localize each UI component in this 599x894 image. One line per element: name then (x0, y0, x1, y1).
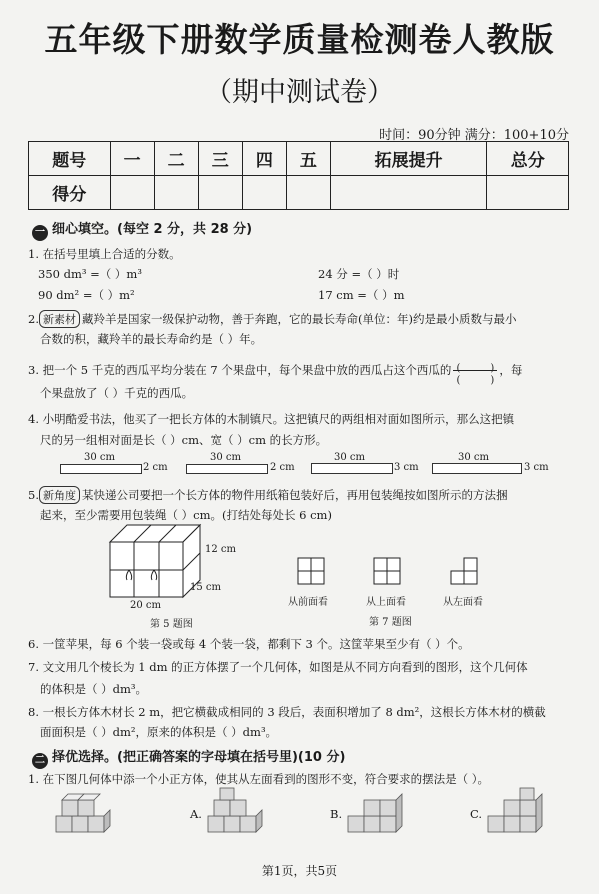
option-b-figure[interactable] (344, 792, 408, 836)
ruler-width-label: 2 cm (270, 462, 295, 473)
question-line: 藏羚羊是国家一级保护动物，善于奔跑，它的最长寿命(单位：年)约是最小质数与最小 (81, 312, 517, 326)
question-text: 7. 文文用几个棱长为 1 dm 的正方体摆了一个几何体，如图是从不同方向看到的图形，这个几何体 (28, 660, 528, 674)
ruler-face (311, 463, 393, 474)
question-text: 1. 在括号里填上合适的分数。 (28, 247, 181, 261)
ruler-length-label: 30 cm (210, 452, 241, 463)
original-cube-stack-figure (52, 792, 114, 836)
score-input-cell[interactable] (242, 176, 286, 210)
score-cell: 三 (198, 142, 242, 176)
section-title: 细心填空。(每空 2 分，共 28 分) (52, 222, 253, 237)
time-score-info: 时间：90分钟 满分：100+10分 (379, 128, 569, 143)
option-label[interactable]: C. (470, 807, 483, 821)
ruler-length-label: 30 cm (84, 452, 115, 463)
question-blank: 90 dm² =（ ）m² (38, 288, 135, 302)
fraction-blank: ( ) ( ) (451, 358, 499, 384)
question-number: 5. (28, 488, 39, 502)
option-a-figure[interactable] (204, 786, 266, 836)
question-text: 8. 一根长方体木材长 2 m，把它横截成相同的 3 段后，表面积增加了 8 dm²，这根长方体木材的横截 (28, 705, 546, 719)
question-text: 4. 小明酷爱书法，他买了一把长方体的木制镇尺。这把镇尺的两组相对面如图所示，那么这把镇 (28, 412, 515, 426)
ruler-width-label: 3 cm (394, 462, 419, 473)
question-line: 起来，至少需要用包装绳（ ）cm。(打结处每处长 6 cm) (40, 508, 332, 522)
question-line: ，每 (499, 363, 523, 377)
option-label[interactable]: A. (190, 807, 202, 821)
ruler-face (186, 464, 268, 474)
figure-caption: 第 7 题图 (369, 617, 412, 628)
section-number-badge: 一 (32, 225, 48, 241)
question-line: 面面积是（ ）dm²，原来的体积是（ ）dm³。 (40, 725, 278, 739)
view-label: 从前面看 (288, 597, 328, 608)
score-input-cell[interactable] (487, 176, 569, 210)
question-text: 6. 一筐苹果，每 6 个装一袋或每 4 个装一袋，都剩下 3 个。这筐苹果至少有（ ）个。 (28, 637, 470, 651)
score-table (28, 141, 569, 210)
score-cell: 五 (286, 142, 330, 176)
box-height-label: 12 cm (205, 544, 236, 555)
front-view-figure (297, 557, 325, 585)
question-text: 1. 在下图几何体中添一个小正方体，使其从左面看到的图形不变，符合要求的摆法是（ ）。 (28, 772, 490, 786)
section-heading (32, 746, 345, 769)
ruler-face (60, 464, 142, 474)
score-table-header-row (29, 142, 569, 176)
box-width-label: 20 cm (130, 600, 161, 611)
question-text (28, 486, 507, 504)
question-line: 尺的另一组相对面是长（ ）cm、宽（ ）cm 的长方形。 (40, 433, 328, 447)
view-label: 从左面看 (443, 597, 483, 608)
exam-title: 五年级下册数学质量检测卷人教版 (44, 20, 555, 59)
top-view-figure (373, 557, 401, 585)
score-cell: 一 (110, 142, 154, 176)
exam-subtitle: （期中测试卷） (205, 77, 394, 108)
ruler-length-label: 30 cm (334, 452, 365, 463)
ruler-length-label: 30 cm (458, 452, 489, 463)
ruler-width-label: 3 cm (524, 462, 549, 473)
question-blank: 24 分 =（ ）时 (318, 267, 400, 281)
left-view-figure (450, 557, 478, 585)
ruler-width-label: 2 cm (143, 462, 168, 473)
question-line: 合数的积，藏羚羊的最长寿命约是（ ）年。 (40, 332, 263, 346)
score-table-score-row (29, 176, 569, 210)
question-number: 2. (28, 312, 39, 326)
new-angle-tag: 新角度 (39, 486, 80, 504)
option-label[interactable]: B. (330, 807, 343, 821)
score-cell: 得分 (29, 176, 111, 210)
score-cell: 拓展提升 (330, 142, 486, 176)
figure-caption: 第 5 题图 (150, 619, 193, 630)
score-input-cell[interactable] (198, 176, 242, 210)
view-label: 从上面看 (366, 597, 406, 608)
question-blank: 17 cm =（ ）m (318, 288, 405, 302)
box-depth-label: 15 cm (190, 582, 221, 593)
section-heading (32, 218, 252, 241)
score-cell: 四 (242, 142, 286, 176)
question-blank: 350 dm³ =（ ）m³ (38, 267, 142, 281)
page-footer: 第1页，共5页 (261, 864, 338, 878)
score-input-cell[interactable] (110, 176, 154, 210)
option-c-figure[interactable] (484, 786, 546, 836)
score-input-cell[interactable] (154, 176, 198, 210)
question-line: 某快递公司要把一个长方体的物件用纸箱包装好后，再用包装绳按如图所示的方法捆 (81, 488, 508, 502)
ruler-face (432, 463, 522, 474)
question-line: 3. 把一个 5 千克的西瓜平均分装在 7 个果盘中，每个果盘中放的西瓜占这个西瓜的 (28, 363, 452, 377)
score-input-cell[interactable] (330, 176, 486, 210)
score-cell: 总分 (487, 142, 569, 176)
question-line: 的体积是（ ）dm³。 (40, 682, 148, 696)
section-title: 择优选择。(把正确答案的字母填在括号里)(10 分) (52, 750, 346, 765)
score-cell: 二 (154, 142, 198, 176)
score-input-cell[interactable] (286, 176, 330, 210)
section-number-badge: 二 (32, 753, 48, 769)
question-text (28, 310, 516, 328)
score-cell: 题号 (29, 142, 111, 176)
package-box-figure (105, 520, 215, 610)
question-text (28, 358, 522, 384)
question-line: 个果盘放了（ ）千克的西瓜。 (40, 386, 194, 400)
new-material-tag: 新素材 (39, 310, 80, 328)
